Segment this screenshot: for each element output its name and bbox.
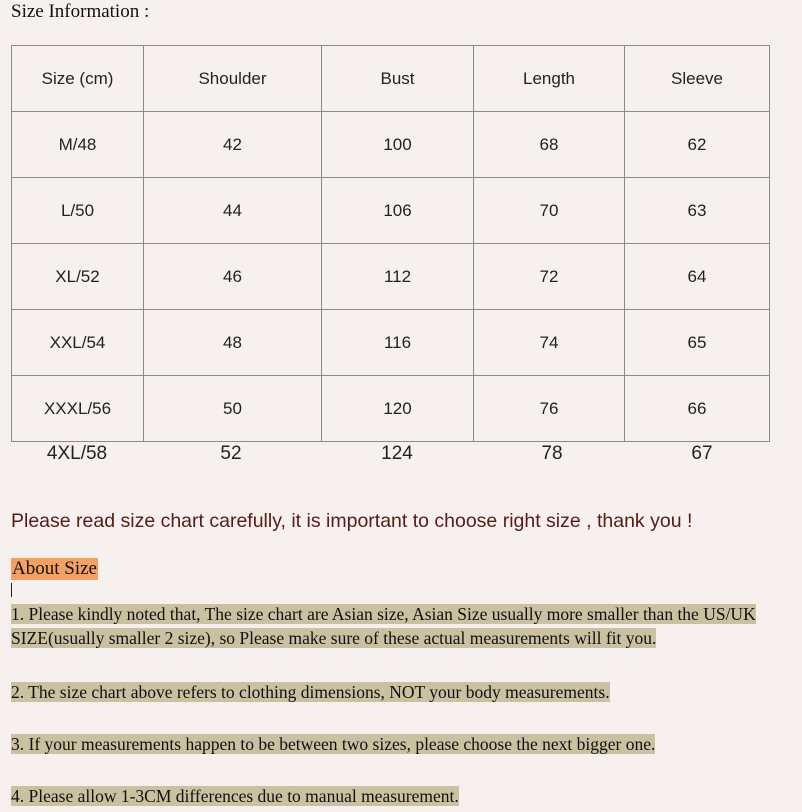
table-cell: 4XL/58 — [46, 443, 108, 464]
table-row — [12, 244, 770, 310]
table-cell: 124 — [381, 443, 413, 464]
table-cell: 50 — [144, 376, 322, 442]
table-cell: XXXL/56 — [12, 376, 144, 442]
table-cell: 67 — [691, 443, 713, 464]
header-cell-bust: Bust — [322, 46, 474, 112]
table-cell: 76 — [474, 376, 625, 442]
table-cell: 78 — [541, 443, 563, 464]
table-cell: 44 — [144, 178, 322, 244]
table-cell: 74 — [474, 310, 625, 376]
size-note-text: 2. The size chart above refers to clothing dimensions, NOT your body measurements. — [11, 682, 610, 702]
table-cell: 63 — [625, 178, 770, 244]
table-cell: 112 — [322, 244, 474, 310]
table-row — [12, 178, 770, 244]
size-note-text: 3. If your measurements happen to be between two sizes, please choose the next bigger one. — [11, 734, 656, 754]
table-cell: 70 — [474, 178, 625, 244]
table-row — [12, 376, 770, 442]
table-cell: 116 — [322, 310, 474, 376]
table-cell: 66 — [625, 376, 770, 442]
header-cell-size: Size (cm) — [12, 46, 144, 112]
table-cell: 65 — [625, 310, 770, 376]
size-note-text: 4. Please allow 1-3CM differences due to manual measurement. — [11, 786, 459, 806]
table-cell: 72 — [474, 244, 625, 310]
size-information-heading: Size Information : — [11, 1, 150, 22]
size-chart-notice: Please read size chart carefully, it is important to choose right size , thank you ! — [11, 510, 693, 532]
table-row-unbordered — [11, 443, 771, 469]
text-caret — [11, 583, 12, 597]
table-cell: 62 — [625, 112, 770, 178]
table-cell: 46 — [144, 244, 322, 310]
table-cell: 52 — [220, 443, 242, 464]
table-cell: XXL/54 — [12, 310, 144, 376]
table-row — [12, 310, 770, 376]
table-cell: 68 — [474, 112, 625, 178]
header-cell-shoulder: Shoulder — [144, 46, 322, 112]
size-note-3 — [11, 732, 655, 756]
table-cell: 100 — [322, 112, 474, 178]
table-cell: 42 — [144, 112, 322, 178]
size-note-2 — [11, 680, 610, 704]
table-cell: 120 — [322, 376, 474, 442]
table-cell: 48 — [144, 310, 322, 376]
size-note-text: 1. Please kindly noted that, The size chart are Asian size, Asian Size usually more smaller than the US/UK SIZE(usually smaller 2 size), so Please make sure of these actual measurements will fit you. — [11, 604, 756, 648]
table-header-row — [12, 46, 770, 112]
table-cell: 106 — [322, 178, 474, 244]
table-row — [12, 112, 770, 178]
table-cell: XL/52 — [12, 244, 144, 310]
table-cell: 64 — [625, 244, 770, 310]
size-chart-table — [11, 45, 770, 442]
header-cell-length: Length — [474, 46, 625, 112]
header-cell-sleeve: Sleeve — [625, 46, 770, 112]
about-size-title: About Size — [12, 558, 97, 579]
table-cell: L/50 — [12, 178, 144, 244]
size-note-4 — [11, 784, 459, 808]
size-note-1 — [11, 602, 801, 650]
table-cell: M/48 — [12, 112, 144, 178]
